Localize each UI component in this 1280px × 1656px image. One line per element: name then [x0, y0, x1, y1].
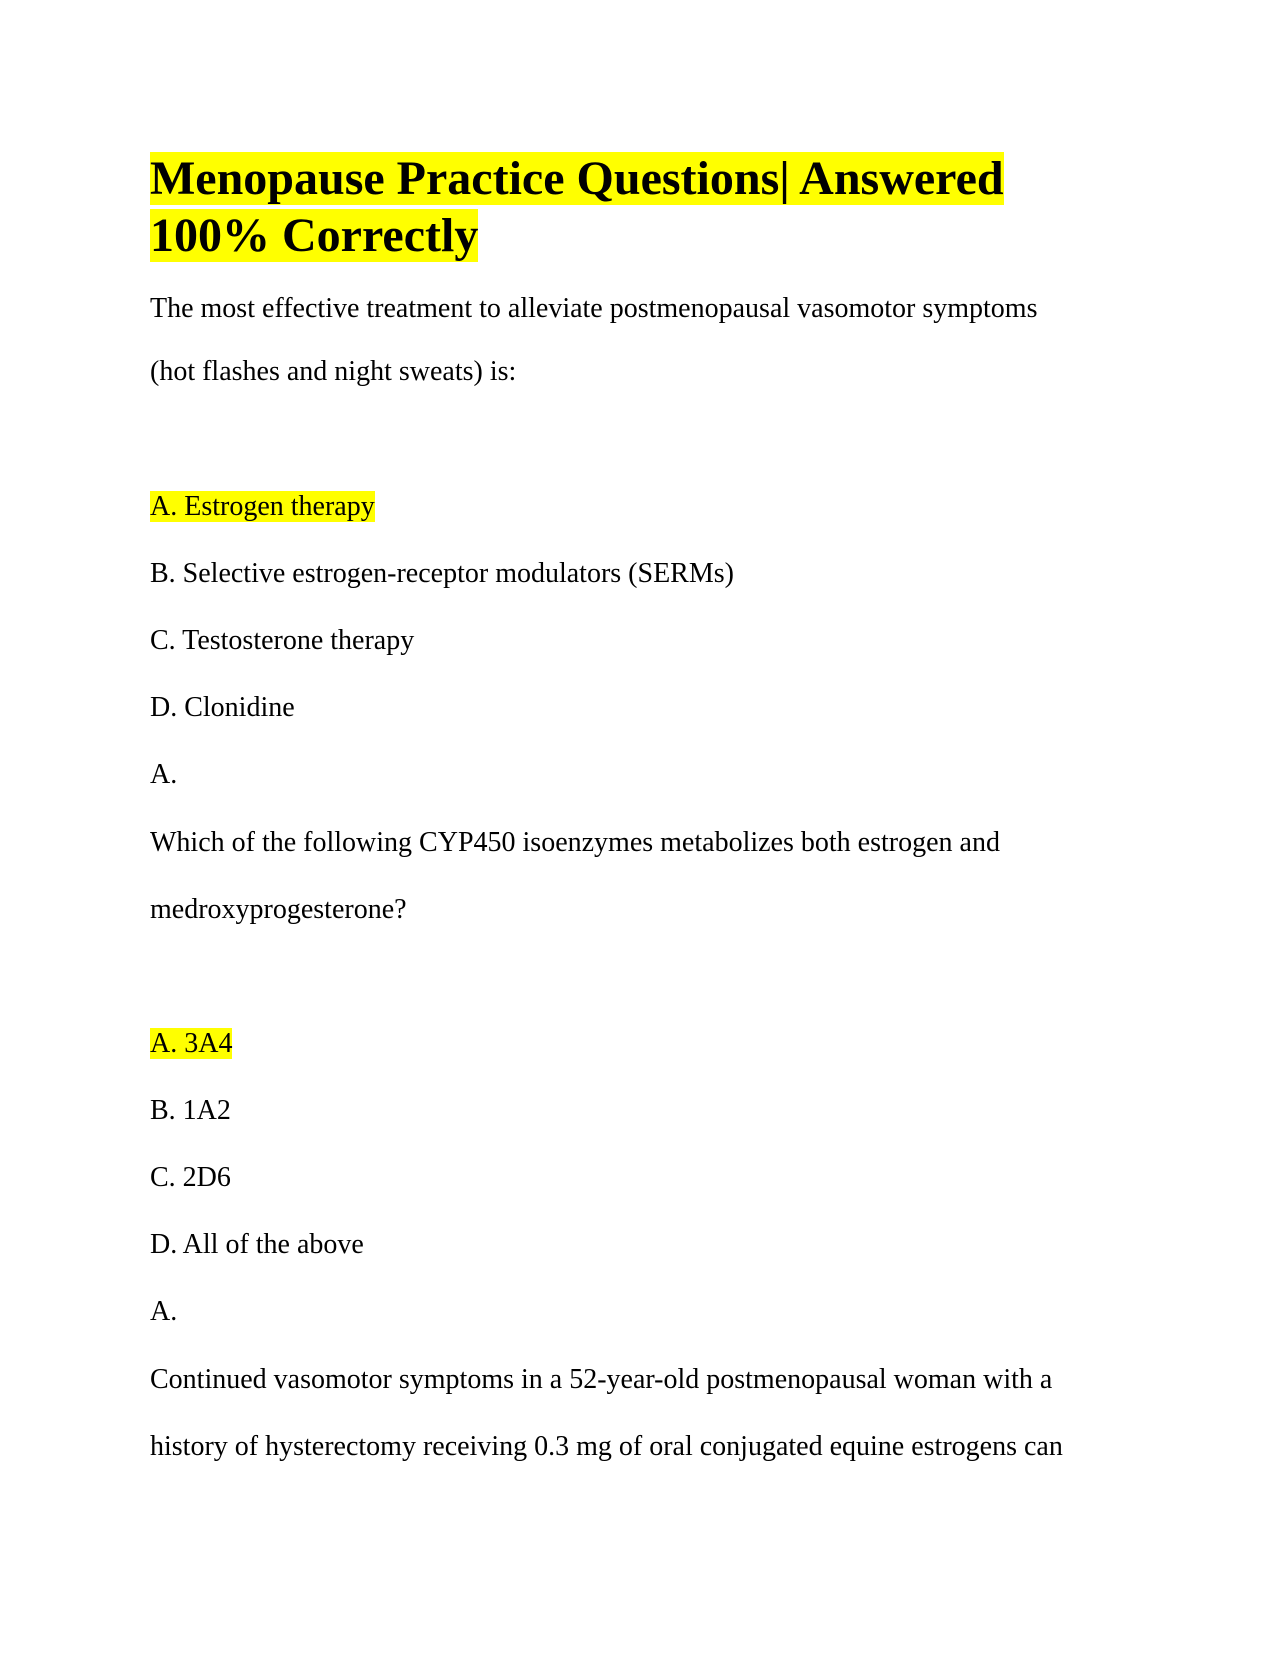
question-1-answer: A.: [150, 759, 178, 790]
highlighted-answer: A. Estrogen therapy: [150, 491, 375, 522]
highlighted-answer: A. 3A4: [150, 1028, 233, 1059]
question-2-option-d: D. All of the above: [150, 1229, 364, 1260]
question-1-option-d: D. Clonidine: [150, 692, 295, 723]
question-1-option-b: B. Selective estrogen-receptor modulators (SERMs): [150, 558, 734, 589]
question-3-stem-line-2: history of hysterectomy receiving 0.3 mg of oral conjugated equine estrogens can: [150, 1431, 1063, 1462]
question-1-stem-line-1: The most effective treatment to alleviate postmenopausal vasomotor symptoms: [150, 293, 1038, 324]
title-line-1: Menopause Practice Questions| Answered: [150, 152, 1004, 205]
question-2-option-c: C. 2D6: [150, 1162, 231, 1193]
question-1-option-c: C. Testosterone therapy: [150, 625, 415, 656]
question-2-option-a: [150, 1027, 232, 1061]
question-1-stem-line-2: (hot flashes and night sweats) is:: [150, 356, 517, 387]
page-title: [150, 150, 1110, 264]
question-1-option-a: [150, 490, 375, 524]
question-2-stem-line-2: medroxyprogesterone?: [150, 894, 407, 925]
question-2-option-b: B. 1A2: [150, 1095, 231, 1126]
question-3-stem-line-1: Continued vasomotor symptoms in a 52-year-old postmenopausal woman with a: [150, 1364, 1053, 1395]
title-line-2: 100% Correctly: [150, 209, 479, 262]
question-2-stem-line-1: Which of the following CYP450 isoenzymes metabolizes both estrogen and: [150, 827, 1000, 858]
question-2-answer: A.: [150, 1296, 178, 1327]
